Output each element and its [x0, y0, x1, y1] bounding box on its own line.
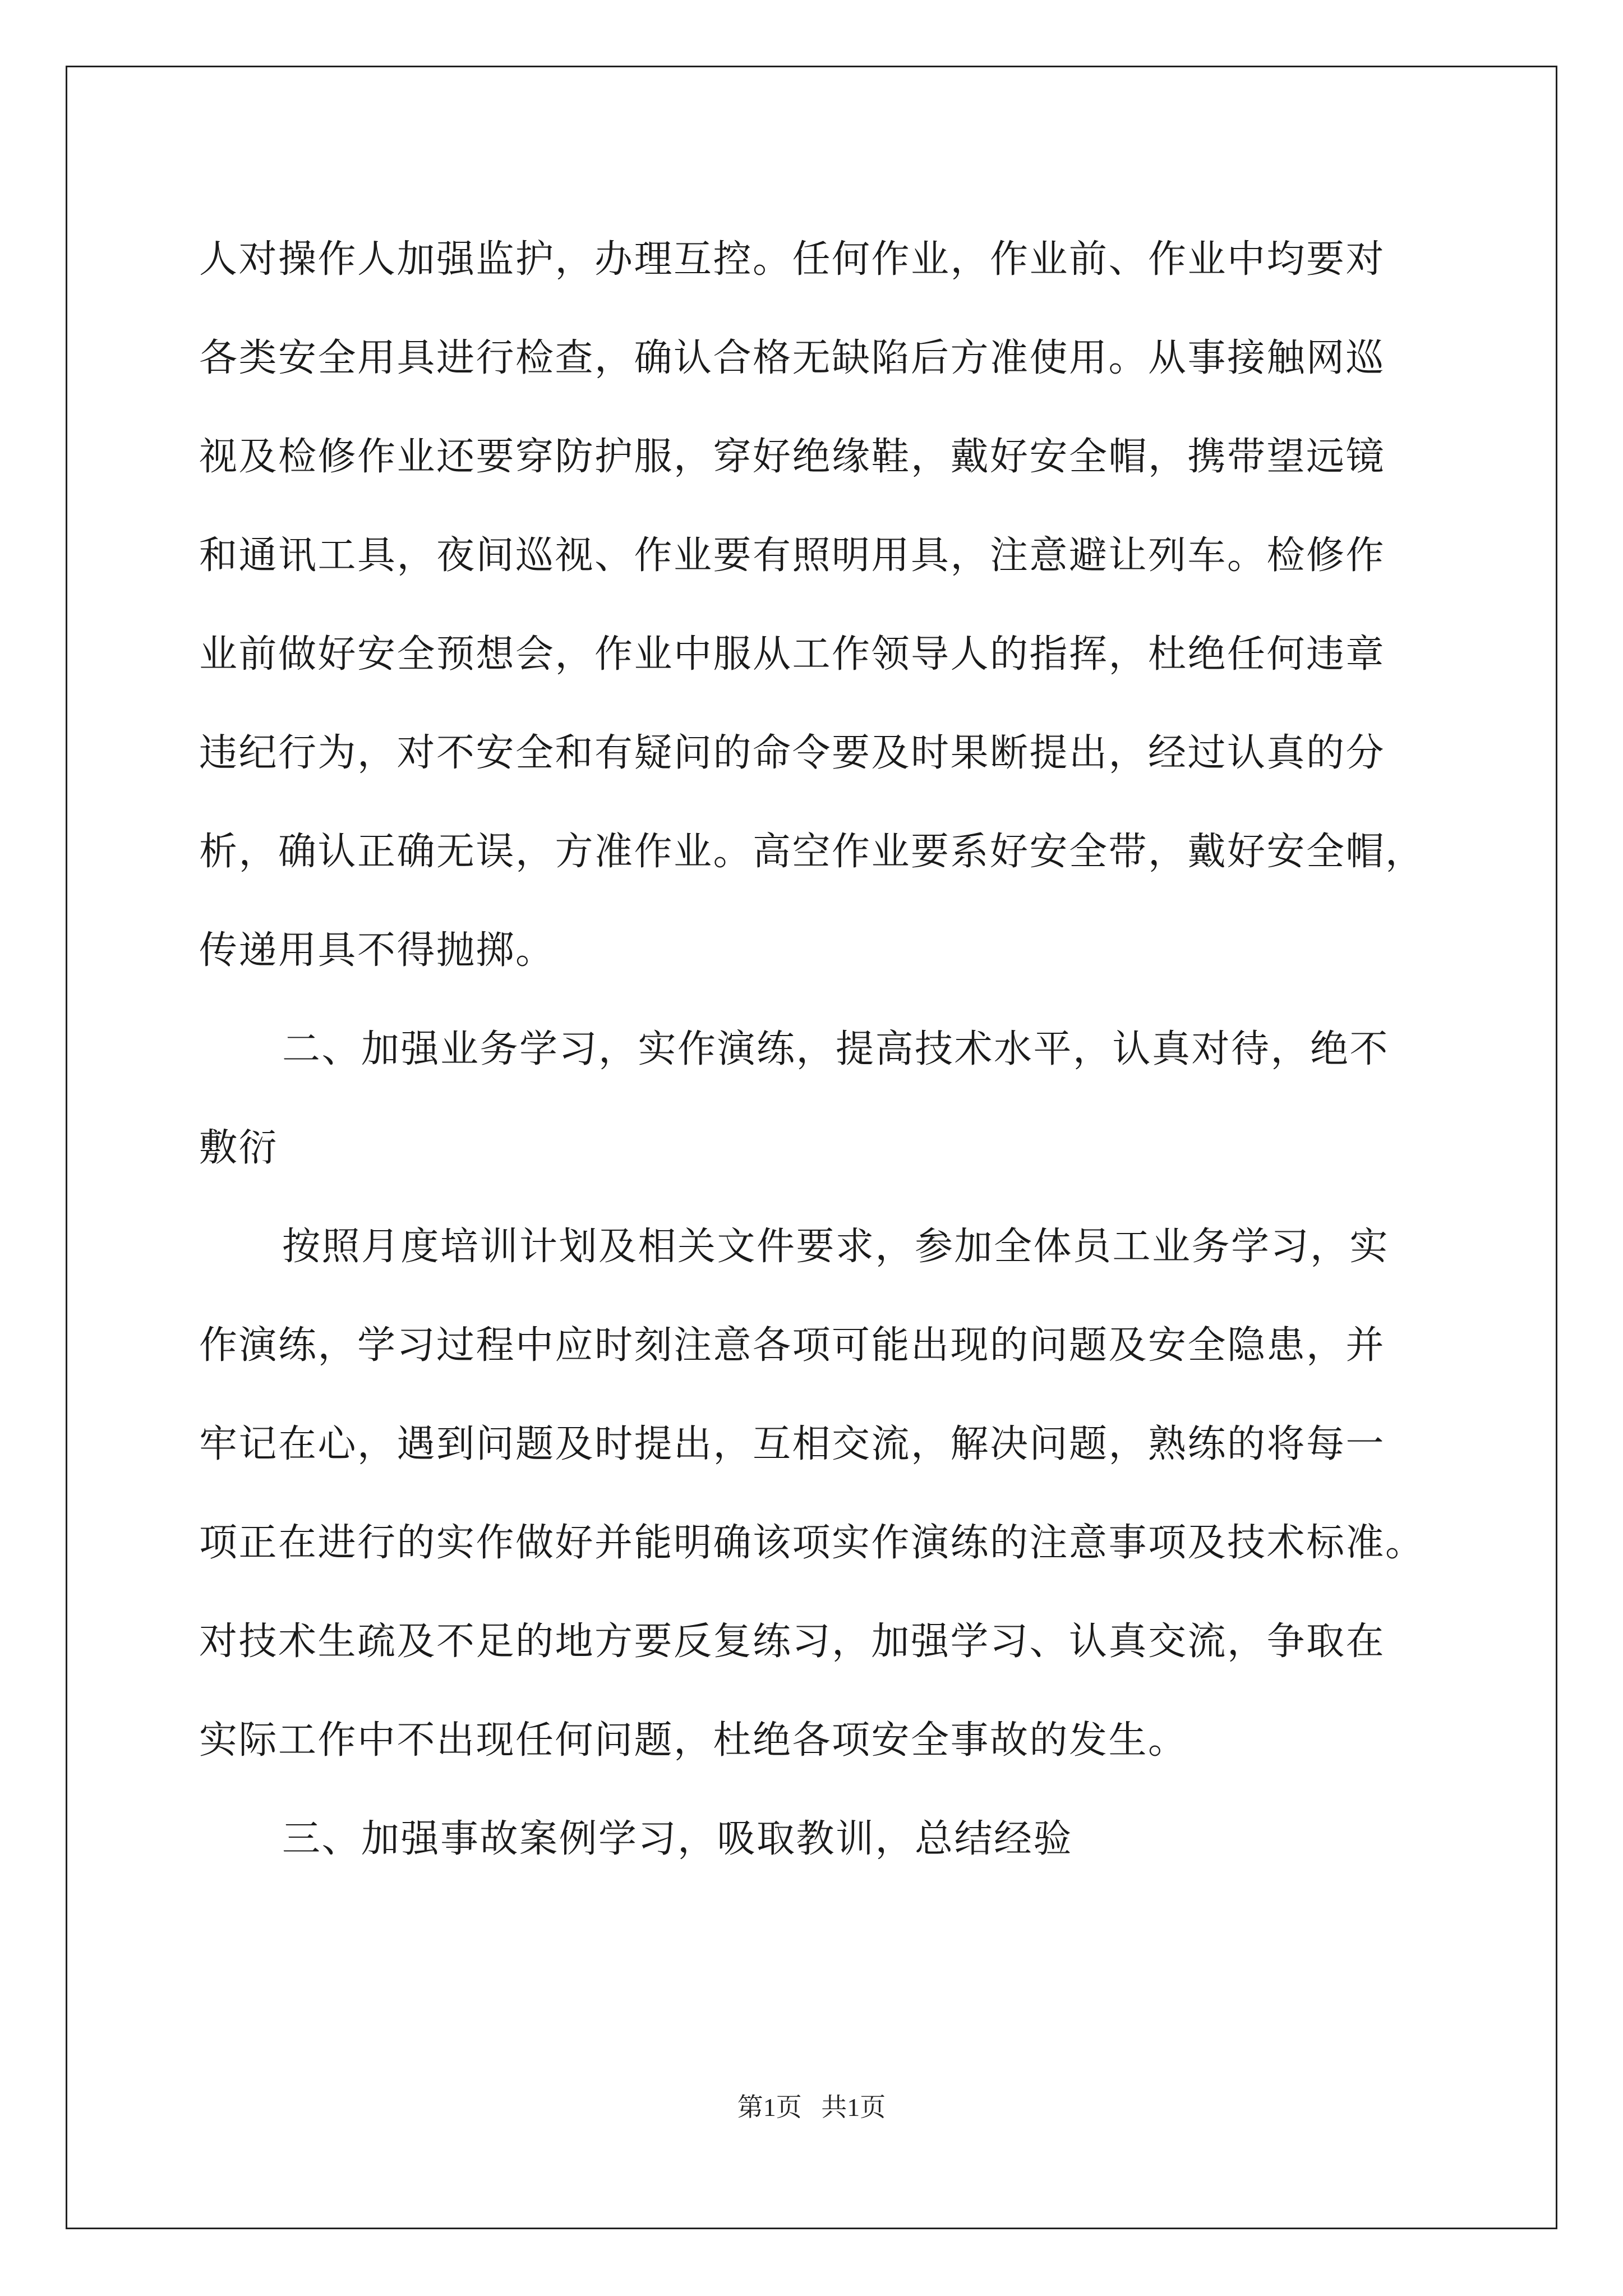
text-line: 传递用具不得抛掷。 — [199, 928, 555, 973]
section-heading-2: 二、加强业务学习，实作演练，提高技术水平，认真对待，绝不 — [282, 1027, 1390, 1071]
section-heading-3: 三、加强事故案例学习，吸取教训，总结经验 — [282, 1817, 1073, 1861]
text-line: 违纪行为，对不安全和有疑问的命令要及时果断提出，经过认真的分 — [199, 731, 1386, 775]
document-body — [199, 210, 1450, 1889]
text-line: 项正在进行的实作做好并能明确该项实作演练的注意事项及技术标准。 — [199, 1521, 1425, 1565]
section-heading-2-continued: 敷衍 — [199, 1126, 279, 1170]
page-footer: 第1页 共1页 — [737, 2093, 886, 2122]
text-line: 业前做好安全预想会，作业中服从工作领导人的指挥，杜绝任何违章 — [199, 632, 1386, 677]
text-line: 按照月度培训计划及相关文件要求，参加全体员工业务学习，实 — [282, 1225, 1390, 1269]
text-line: 各类安全用具进行检查，确认合格无缺陷后方准使用。从事接触网巡 — [199, 336, 1386, 380]
text-line: 实际工作中不出现任何问题，杜绝各项安全事故的发生。 — [199, 1718, 1188, 1763]
text-line: 牢记在心，遇到问题及时提出，互相交流，解决问题，熟练的将每一 — [199, 1422, 1386, 1466]
text-line: 对技术生疏及不足的地方要反复练习，加强学习、认真交流，争取在 — [199, 1619, 1386, 1664]
text-line: 视及检修作业还要穿防护服，穿好绝缘鞋，戴好安全帽，携带望远镜 — [199, 435, 1386, 479]
text-line: 析，确认正确无误，方准作业。高空作业要系好安全带，戴好安全帽， — [199, 830, 1425, 874]
text-line: 作演练，学习过程中应时刻注意各项可能出现的问题及安全隐患，并 — [199, 1323, 1386, 1368]
text-line: 人对操作人加强监护，办理互控。任何作业，作业前、作业中均要对 — [199, 237, 1386, 282]
text-line: 和通讯工具，夜间巡视、作业要有照明用具，注意避让列车。检修作 — [199, 533, 1386, 578]
